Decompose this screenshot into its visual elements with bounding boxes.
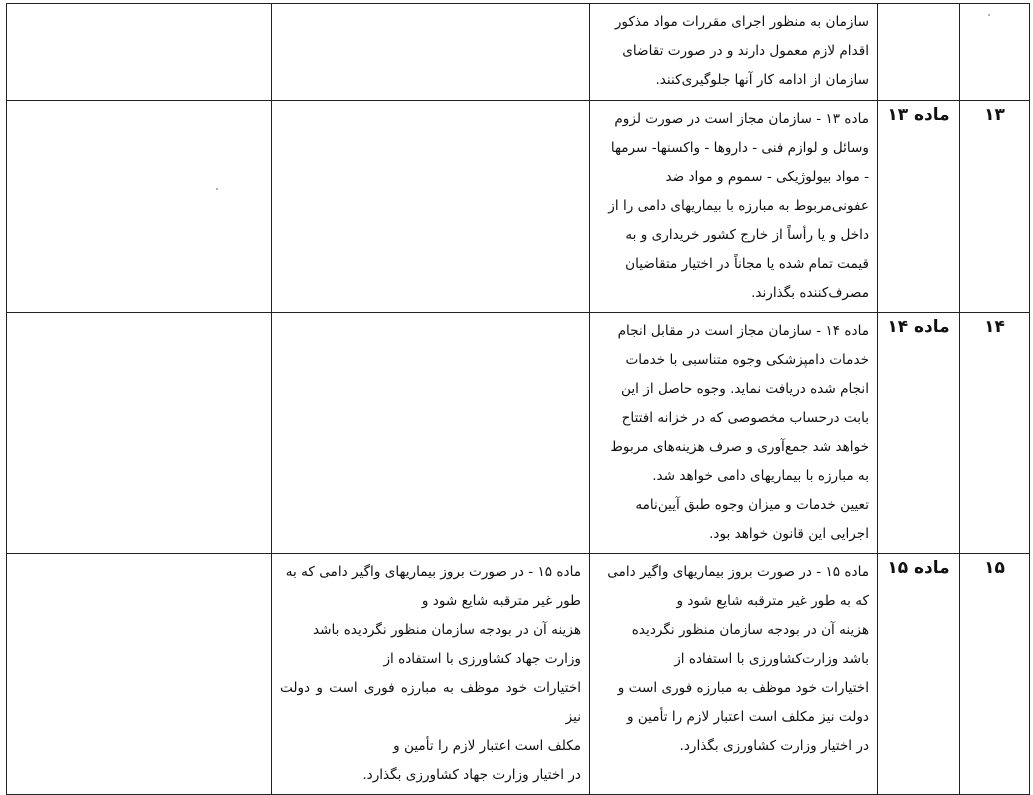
article-title-cell: ماده ۱۵ (878, 554, 960, 795)
notes-cell (7, 554, 272, 795)
article-title-cell (878, 4, 960, 101)
text-line: طور غیر مترقبه شایع شود و (421, 593, 581, 609)
article-number-cell: ۱۵ (960, 554, 1030, 795)
article-title-cell: ماده ۱۴ (878, 313, 960, 554)
table-row (7, 4, 1030, 101)
amended-text-cell (272, 101, 590, 313)
text-line: داخل و یا رأساً از خارج کشور خریداری و به (625, 227, 869, 243)
original-text-cell (590, 4, 878, 101)
text-line: دولت نیز مکلف است اعتبار لازم را تأمین و (626, 709, 869, 725)
text-line: مکلف است اعتبار لازم را تأمین و (393, 738, 581, 754)
text-line: ماده ۱۴ - سازمان مجاز است در مقابل انجام (617, 323, 869, 339)
text-line: وزارت جهاد کشاورزی با استفاده از (383, 651, 581, 667)
text-line: در اختیار وزارت کشاورزی بگذارد. (679, 738, 869, 754)
scan-speck (988, 14, 990, 16)
notes-cell (7, 4, 272, 101)
original-text-cell (590, 101, 878, 313)
table-row (7, 554, 1030, 795)
text-line: سازمان به منظور اجرای مقررات مواد مذکور (614, 14, 869, 30)
original-text-cell (590, 313, 878, 554)
amended-text-cell (272, 313, 590, 554)
text-line: باشد وزارت‌کشاورزی با استفاده از (674, 651, 869, 667)
text-line: خواهد شد جمع‌آوری و صرف هزینه‌های مربوط (610, 439, 869, 455)
text-line: هزینه آن در بودجه سازمان منظور نگردیده (631, 622, 869, 638)
text-line: به مبارزه با بیماریهای دامی خواهد شد. (652, 468, 869, 484)
text-line: قیمت تمام شده یا مجاناً در اختیار متقاضیان (625, 256, 869, 272)
scan-speck (216, 188, 218, 190)
article-number-cell: ۱۳ (960, 101, 1030, 313)
table-row (7, 101, 1030, 313)
text-line: انجام شده دریافت نماید. وجوه حاصل از این (621, 381, 869, 397)
table-row (7, 313, 1030, 554)
text-line: تعیین خدمات و میزان وجوه طبق آیین‌نامه (635, 497, 869, 513)
text-line: اقدام لازم معمول دارند و در صورت تقاضای (622, 43, 869, 59)
text-line: در اختیار وزارت جهاد کشاورزی بگذارد. (362, 767, 581, 783)
text-line: ماده ۱۵ - در صورت بروز بیماریهای واگیر دامی که به (285, 564, 581, 580)
original-text-cell (590, 554, 878, 795)
text-line: عفونی‌مربوط به مبارزه با بیماریهای دامی را از (608, 198, 869, 214)
law-comparison-table (6, 3, 1030, 795)
article-number-cell (960, 4, 1030, 101)
text-line: اجرایی این قانون خواهد بود. (709, 526, 869, 542)
amended-text-cell (272, 554, 590, 795)
article-number-cell: ۱۴ (960, 313, 1030, 554)
text-line: اختیارات خود موظف به مبارزه فوری است و (617, 680, 869, 696)
text-line: هزینه آن در بودجه سازمان منظور نگردیده باشد (313, 622, 581, 638)
text-line: اختیارات خود موظف به مبارزه فوری است و دولت نیز (280, 680, 581, 725)
article-title-cell: ماده ۱۳ (878, 101, 960, 313)
text-line: سازمان از ادامه کار آنها جلوگیری‌کنند. (655, 72, 869, 88)
text-line: ماده ۱۵ - در صورت بروز بیماریهای واگیر دامی (607, 564, 869, 580)
amended-text-cell (272, 4, 590, 101)
table-body (7, 4, 1030, 795)
text-line: خدمات دامپزشکی وجوه متناسبی با خدمات (625, 352, 869, 368)
text-line: وسائل و لوازم فنی - داروها - واکسنها- سرمها (610, 140, 869, 156)
text-line: - مواد بیولوژیکی - سموم و مواد ضد (665, 169, 869, 185)
notes-cell (7, 313, 272, 554)
text-line: مصرف‌کننده بگذارند. (751, 285, 869, 301)
notes-cell (7, 101, 272, 313)
text-line: بابت درحساب مخصوصی که در خزانه افتتاح (621, 410, 869, 426)
text-line: ماده ۱۳ - سازمان مجاز است در صورت لزوم (614, 111, 869, 127)
text-line: که به طور غیر مترقبه شایع شود و (676, 593, 869, 609)
